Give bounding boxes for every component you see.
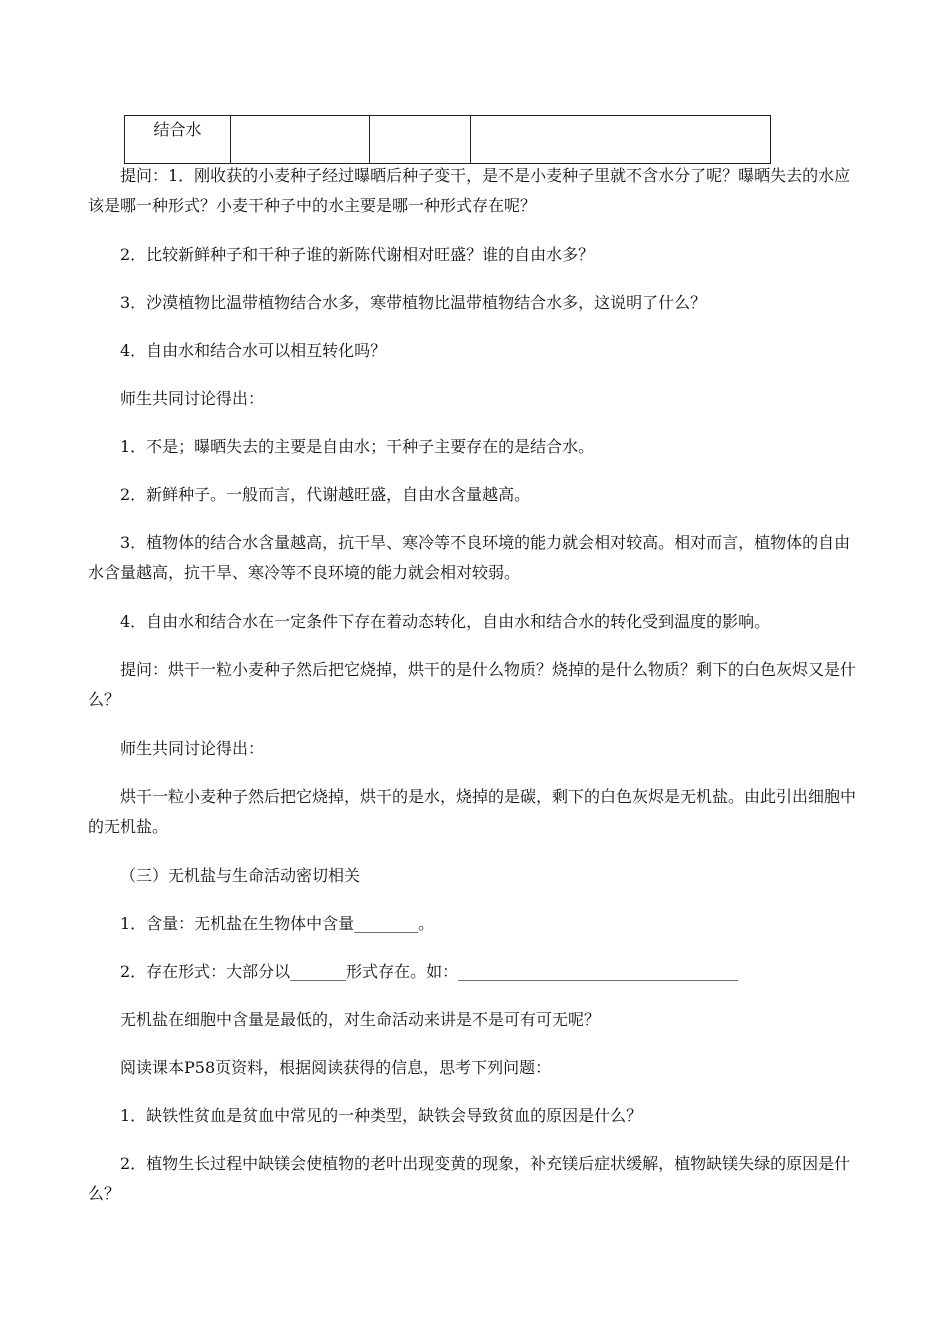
paragraph: 1．缺铁性贫血是贫血中常见的一种类型，缺铁会导致贫血的原因是什么？	[120, 1106, 643, 1125]
table-row	[125, 116, 771, 164]
paragraph: 提问：1．刚收获的小麦种子经过曝晒后种子变干，是不是小麦种子里就不含水分了呢？曝晒失去的水应该是哪一种形式？小麦干种子中的水主要是哪一种形式存在呢？	[88, 166, 851, 215]
paragraph: 4．自由水和结合水可以相互转化吗？	[120, 341, 387, 360]
paragraph: 师生共同讨论得出：	[120, 389, 265, 408]
paragraph: 2．植物生长过程中缺镁会使植物的老叶出现变黄的现象，补充镁后症状缓解，植物缺镁失绿的原因是什么？	[88, 1154, 851, 1203]
paragraph: 无机盐在细胞中含量是最低的，对生命活动来讲是不是可有可无呢？	[120, 1010, 601, 1029]
paragraph: 2．新鲜种子。一般而言，代谢越旺盛，自由水含量越高。	[120, 485, 531, 504]
paragraph: 烘干一粒小麦种子然后把它烧掉，烘干的是水，烧掉的是碳，剩下的白色灰烬是无机盐。由此引出细胞中的无机盐。	[88, 787, 857, 836]
table-cell: 结合水	[125, 116, 231, 164]
water-form-table	[124, 115, 771, 164]
table-cell	[370, 116, 471, 164]
paragraph: 1．含量：无机盐在生物体中含量________。	[120, 914, 435, 933]
paragraph: 3．植物体的结合水含量越高，抗干旱、寒冷等不良环境的能力就会相对较高。相对而言，植物体的自由水含量越高，抗干旱、寒冷等不良环境的能力就会相对较弱。	[88, 533, 851, 582]
paragraph: 2．存在形式：大部分以_______形式存在。如：___________________________________	[120, 962, 739, 981]
table-cell	[231, 116, 370, 164]
paragraph: 2．比较新鲜种子和干种子谁的新陈代谢相对旺盛？谁的自由水多？	[120, 245, 595, 264]
paragraph: 4．自由水和结合水在一定条件下存在着动态转化，自由水和结合水的转化受到温度的影响。	[120, 612, 771, 631]
table-cell	[471, 116, 771, 164]
paragraph: 师生共同讨论得出：	[120, 739, 265, 758]
paragraph: 阅读课本P58页资料，根据阅读获得的信息，思考下列问题：	[120, 1058, 552, 1077]
section-heading: （三）无机盐与生命活动密切相关	[120, 866, 361, 885]
paragraph: 1．不是；曝晒失去的主要是自由水；干种子主要存在的是结合水。	[120, 437, 595, 456]
paragraph: 3．沙漠植物比温带植物结合水多，寒带植物比温带植物结合水多，这说明了什么？	[120, 293, 707, 312]
paragraph: 提问：烘干一粒小麦种子然后把它烧掉，烘干的是什么物质？烧掉的是什么物质？剩下的白色灰烬又是什么？	[88, 660, 857, 709]
